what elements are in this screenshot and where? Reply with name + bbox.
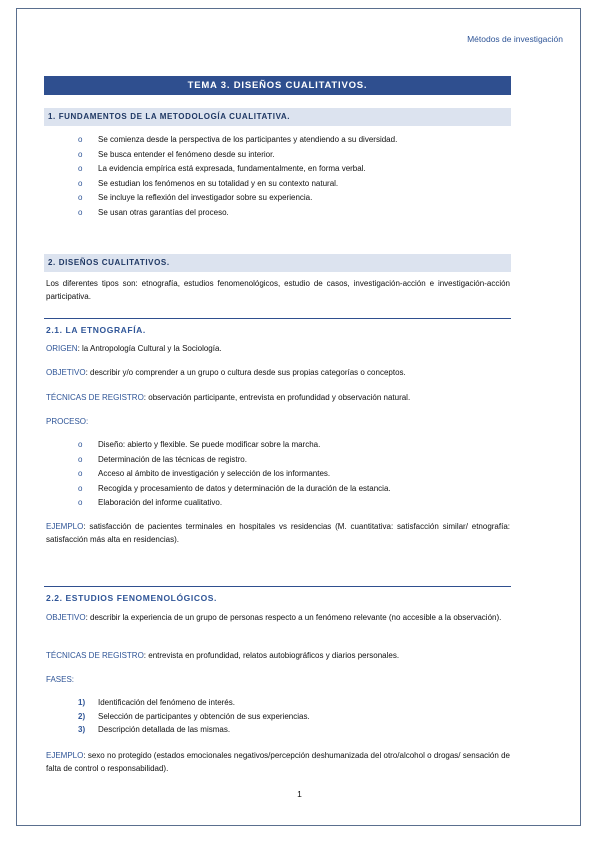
bullet-icon: o xyxy=(78,193,83,203)
bullet-icon: o xyxy=(78,178,83,188)
bullet-icon: o xyxy=(78,469,83,479)
chapter-title: TEMA 3. DISEÑOS CUALITATIVOS. xyxy=(44,76,511,95)
section-2-heading: 2. DISEÑOS CUALITATIVOS. xyxy=(44,254,511,272)
list-item: o Acceso al ámbito de investigación y selección de los informantes. xyxy=(78,467,391,482)
section-1-heading: 1. FUNDAMENTOS DE LA METODOLOGÍA CUALITATIVA. xyxy=(44,108,511,126)
bullet-icon: o xyxy=(78,135,83,144)
section-divider xyxy=(44,586,511,587)
section-2-1-heading: 2.1. LA ETNOGRAFÍA. xyxy=(46,325,146,335)
section-2-intro: Los diferentes tipos son: etnografía, estudios fenomenológicos, estudio de casos, investigación-acción e investigación-acción participativa. xyxy=(46,279,510,301)
section-divider xyxy=(44,318,511,319)
proceso-list xyxy=(78,438,391,511)
list-item: 1) Identificación del fenómeno de interés. xyxy=(78,698,235,707)
list-item: o Se incluye la reflexión del investigador sobre su experiencia. xyxy=(78,191,397,206)
list-item: 3) Descripción detallada de las mismas. xyxy=(78,725,231,734)
running-header: Métodos de investigación xyxy=(467,34,563,44)
fases-label: FASES: xyxy=(46,675,75,684)
bullet-icon: o xyxy=(78,498,83,508)
tecnicas-label: TÉCNICAS DE REGISTRO xyxy=(46,651,144,660)
objetivo-paragraph: OBJETIVO: describir la experiencia de un grupo de personas respecto a un fenómeno relevante (no accesible a la observación). xyxy=(46,613,502,622)
list-item: o Recogida y procesamiento de datos y determinación de la duración de la estancia. xyxy=(78,482,391,497)
list-item: o Diseño: abierto y flexible. Se puede modificar sobre la marcha. xyxy=(78,438,391,453)
section-1-bullet-list xyxy=(78,133,397,221)
proceso-label: PROCESO: xyxy=(46,417,89,426)
list-item: o La evidencia empírica está expresada, fundamentalmente, en forma verbal. xyxy=(78,162,397,177)
tecnicas-label: TÉCNICAS DE REGISTRO xyxy=(46,393,144,402)
section-2-2-heading: 2.2. ESTUDIOS FENOMENOLÓGICOS. xyxy=(46,593,218,603)
list-item: 2) Selección de participantes y obtención de sus experiencias. xyxy=(78,711,310,721)
bullet-icon: o xyxy=(78,164,83,174)
list-item: o Se estudian los fenómenos en su totalidad y en su contexto natural. xyxy=(78,177,397,192)
ejemplo-label: EJEMPLO xyxy=(46,751,84,760)
origen-label: ORIGEN xyxy=(46,344,78,353)
ejemplo-label: EJEMPLO xyxy=(46,522,84,531)
list-item: o Elaboración del informe cualitativo. xyxy=(78,496,391,511)
tecnicas-paragraph: TÉCNICAS DE REGISTRO: observación participante, entrevista en profundidad y observación natural. xyxy=(46,393,411,402)
bullet-icon: o xyxy=(78,149,83,159)
page-number: 1 xyxy=(297,789,302,799)
list-item: o Se busca entender el fenómeno desde su interior. xyxy=(78,148,397,163)
origen-paragraph: ORIGEN: la Antropología Cultural y la Sociología. xyxy=(46,344,222,353)
bullet-icon: o xyxy=(78,207,83,217)
list-item: o Se comienza desde la perspectiva de los participantes y atendiendo a su diversidad. xyxy=(78,133,397,148)
objetivo-paragraph: OBJETIVO: describir y/o comprender a un grupo o cultura desde sus propias categorías o conceptos. xyxy=(46,368,406,377)
ejemplo-paragraph: EJEMPLO: satisfacción de pacientes terminales en hospitales vs residencias (M. cuantitativa: satisfacción similar/ etnografía: satisfacción más alta en residencias). xyxy=(46,522,510,544)
bullet-icon: o xyxy=(78,454,83,464)
list-item: o Determinación de las técnicas de registro. xyxy=(78,453,391,468)
objetivo-label: OBJETIVO xyxy=(46,613,86,622)
fases-list xyxy=(78,696,310,737)
list-item: o Se usan otras garantías del proceso. xyxy=(78,206,397,221)
ejemplo-paragraph: EJEMPLO: sexo no protegido (estados emocionales negativos/percepción deshumanizada del otro/alcohol o drogas/ sensación de falta de control o responsabilidad). xyxy=(46,751,510,773)
bullet-icon: o xyxy=(78,440,83,449)
tecnicas-paragraph: TÉCNICAS DE REGISTRO: entrevista en profundidad, relatos autobiográficos y diarios personales. xyxy=(46,651,400,660)
objetivo-label: OBJETIVO xyxy=(46,368,86,377)
bullet-icon: o xyxy=(78,483,83,493)
